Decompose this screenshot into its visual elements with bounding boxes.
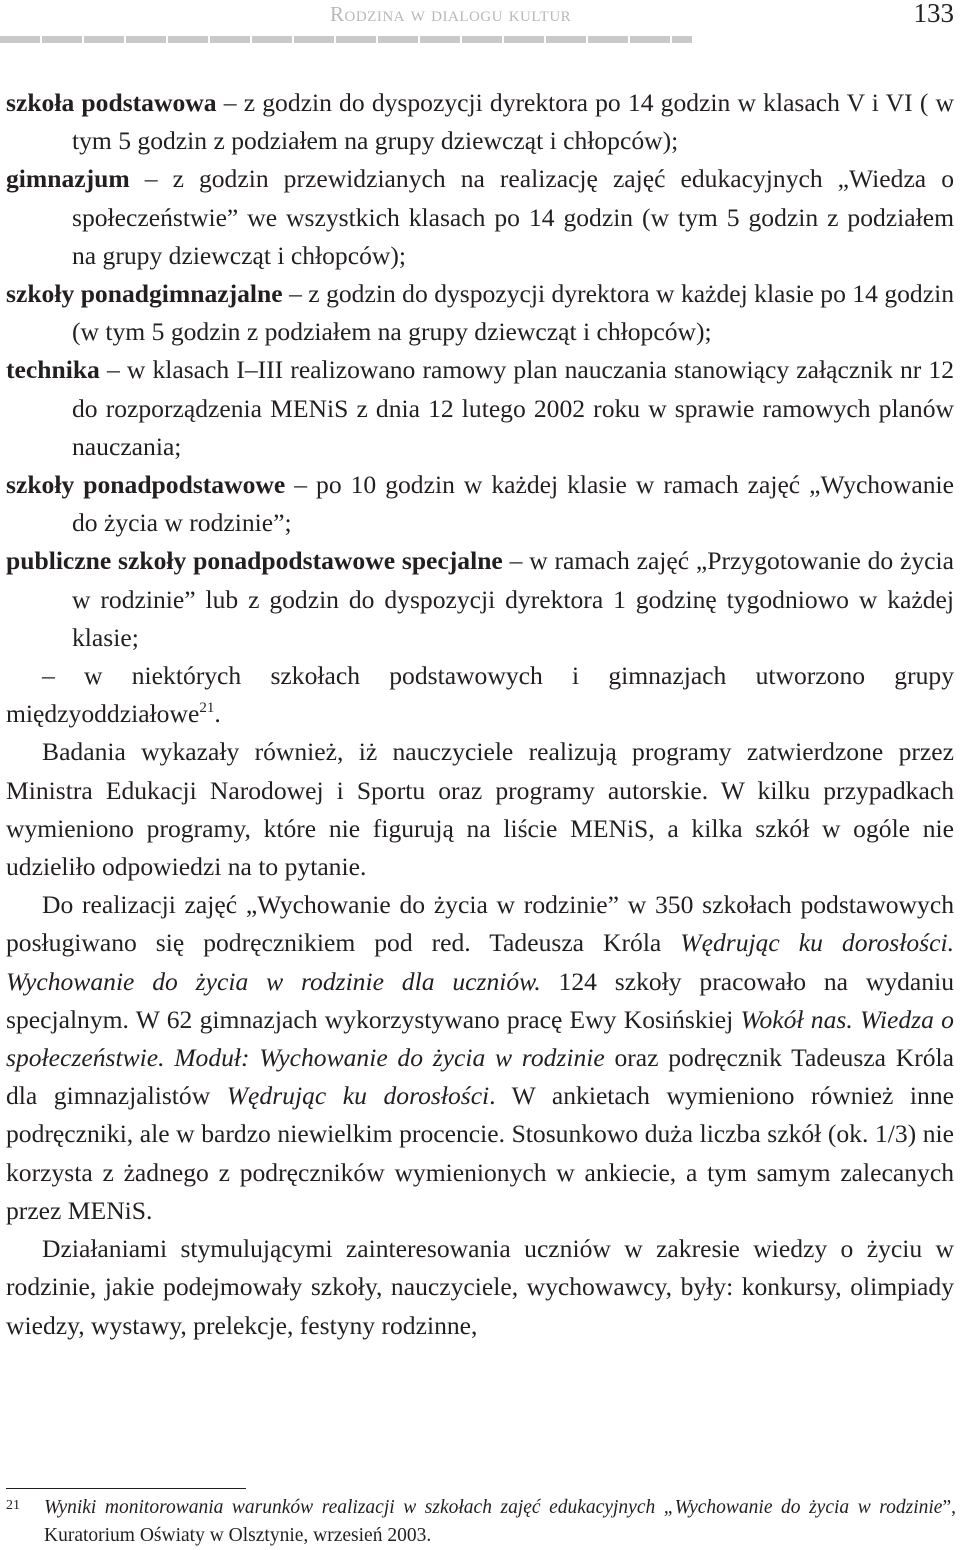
list-item xyxy=(6,84,954,160)
book-title: Wokół nas. Wiedza o społeczeństwie. Moduł: Wychowanie do życia w rodzinie xyxy=(6,1004,954,1073)
list-term: szkoły ponadpodstawowe xyxy=(6,470,286,500)
list-text: – z godzin do dyspozycji dyrektora w każdej klasie po 14 godzin (w tym 5 godzin z podziałem na grupy dziewcząt i chłopców); xyxy=(72,279,954,347)
page-number: 133 xyxy=(913,0,954,28)
book-title: Wędrując ku dorosłości xyxy=(226,1081,490,1111)
list-item xyxy=(6,160,954,275)
footnote xyxy=(6,1494,956,1550)
footnote-source: ”, Kuratorium Oświaty w Olsztynie, wrzesień 2003. xyxy=(44,1497,956,1546)
list-term: gimnazjum xyxy=(6,164,130,194)
paragraph-text: – w niektórych szkołach podstawowych i gimnazjach utworzono grupy międzyoddziałowe xyxy=(6,661,954,729)
list-item xyxy=(6,466,954,542)
list-text: – z godzin do dyspozycji dyrektora po 14 godzin w klasach V i VI ( w tym 5 godzin z podziałem na grupy dziewcząt i chłopców); xyxy=(72,88,954,156)
footnote-ref[interactable]: 21 xyxy=(199,700,215,717)
list-text: – w klasach I–III realizowano ramowy plan nauczania stanowiący załącznik nr 12 do rozporządzenia MENiS z dnia 12 lutego 2002 roku w sprawie ramowych planów nauczania; xyxy=(72,355,954,461)
paragraph-end: . xyxy=(214,699,221,729)
footnote-text xyxy=(44,1494,956,1550)
paragraph-text: . W ankietach wymieniono również inne podręczniki, ale w bardzo niewielkim procencie. Stosunkowo duża liczba szkół (ok. 1/3) nie korzysta z żadnego z podręczników wymienionych w ankiecie, a tym samym zalecanych przez MENiS. xyxy=(6,1081,954,1225)
paragraph-dzialania: Działaniami stymulującymi zainteresowania uczniów w zakresie wiedzy o życiu w rodzinie, jakie podejmowały szkoły, nauczyciele, wychowawcy, były: konkursy, olimpiady wiedzy, wystawy, prelekcje, festyny rodzinne, xyxy=(6,1234,954,1340)
footnote-number: 21 xyxy=(6,1498,20,1513)
list-term: publiczne szkoły ponadpodstawowe specjalne xyxy=(6,546,503,576)
list-text: – po 10 godzin w każdej klasie w ramach zajęć „Wychowanie do życia w rodzinie”; xyxy=(72,470,955,538)
body-text xyxy=(6,84,954,1345)
list-term: szkoły ponadgimnazjalne xyxy=(6,279,283,309)
paragraph-text: oraz podręcznik Tadeusza Króla dla gimnazjalistów xyxy=(6,1043,955,1111)
paragraph-groups xyxy=(6,657,954,733)
list-item xyxy=(6,351,954,466)
list-text: – z godzin przewidzianych na realizację zajęć edukacyjnych „Wiedza o społeczeństwie” we wszystkich klasach po 14 godzin (w tym 5 godzin z podziałem na grupy dziewcząt i chłopców); xyxy=(72,164,954,270)
list-text: – w ramach zajęć „Przygotowanie do życia w rodzinie” lub z godzin do dyspozycji dyrektora 1 godzinę tygodniowo w każdej klasie; xyxy=(72,546,954,652)
list-item xyxy=(6,275,954,351)
paragraph-text: 124 szkoły pracowało na wydaniu specjalnym. W 62 gimnazjach wykorzystywano pracę Ewy Kosińskiej xyxy=(6,966,954,1034)
list-term: technika xyxy=(6,355,100,385)
list-item xyxy=(6,542,954,657)
book-title: Wędrując ku dorosłości. Wychowanie do życia w rodzinie dla uczniów. xyxy=(6,928,954,996)
list-term: szkoła podstawowa xyxy=(6,88,217,117)
paragraph-realizacja xyxy=(6,886,954,1230)
footnote-title: Wyniki monitorowania warunków realizacji w szkołach zajęć edukacyjnych „Wychowanie do życia w rodzinie xyxy=(44,1497,943,1518)
paragraph-text: Do realizacji zajęć „Wychowanie do życia w rodzinie” w 350 szkołach podstawowych posługiwano się podręcznikiem pod red. Tadeusza Króla xyxy=(6,890,954,958)
footnote-rule xyxy=(6,1488,246,1489)
paragraph-badania: Badania wykazały również, iż nauczyciele realizują programy zatwierdzone przez Ministra Edukacji Narodowej i Sportu oraz programy autorskie. W kilku przypadkach wymieniono programy, które nie figurują na liście MENiS, a kilka szkół w ogóle nie udzieliło odpowiedzi na to pytanie. xyxy=(6,737,954,882)
running-head: Rodzina w dialogu kultur xyxy=(330,2,572,26)
page-header xyxy=(0,0,960,44)
header-rule xyxy=(0,36,692,43)
